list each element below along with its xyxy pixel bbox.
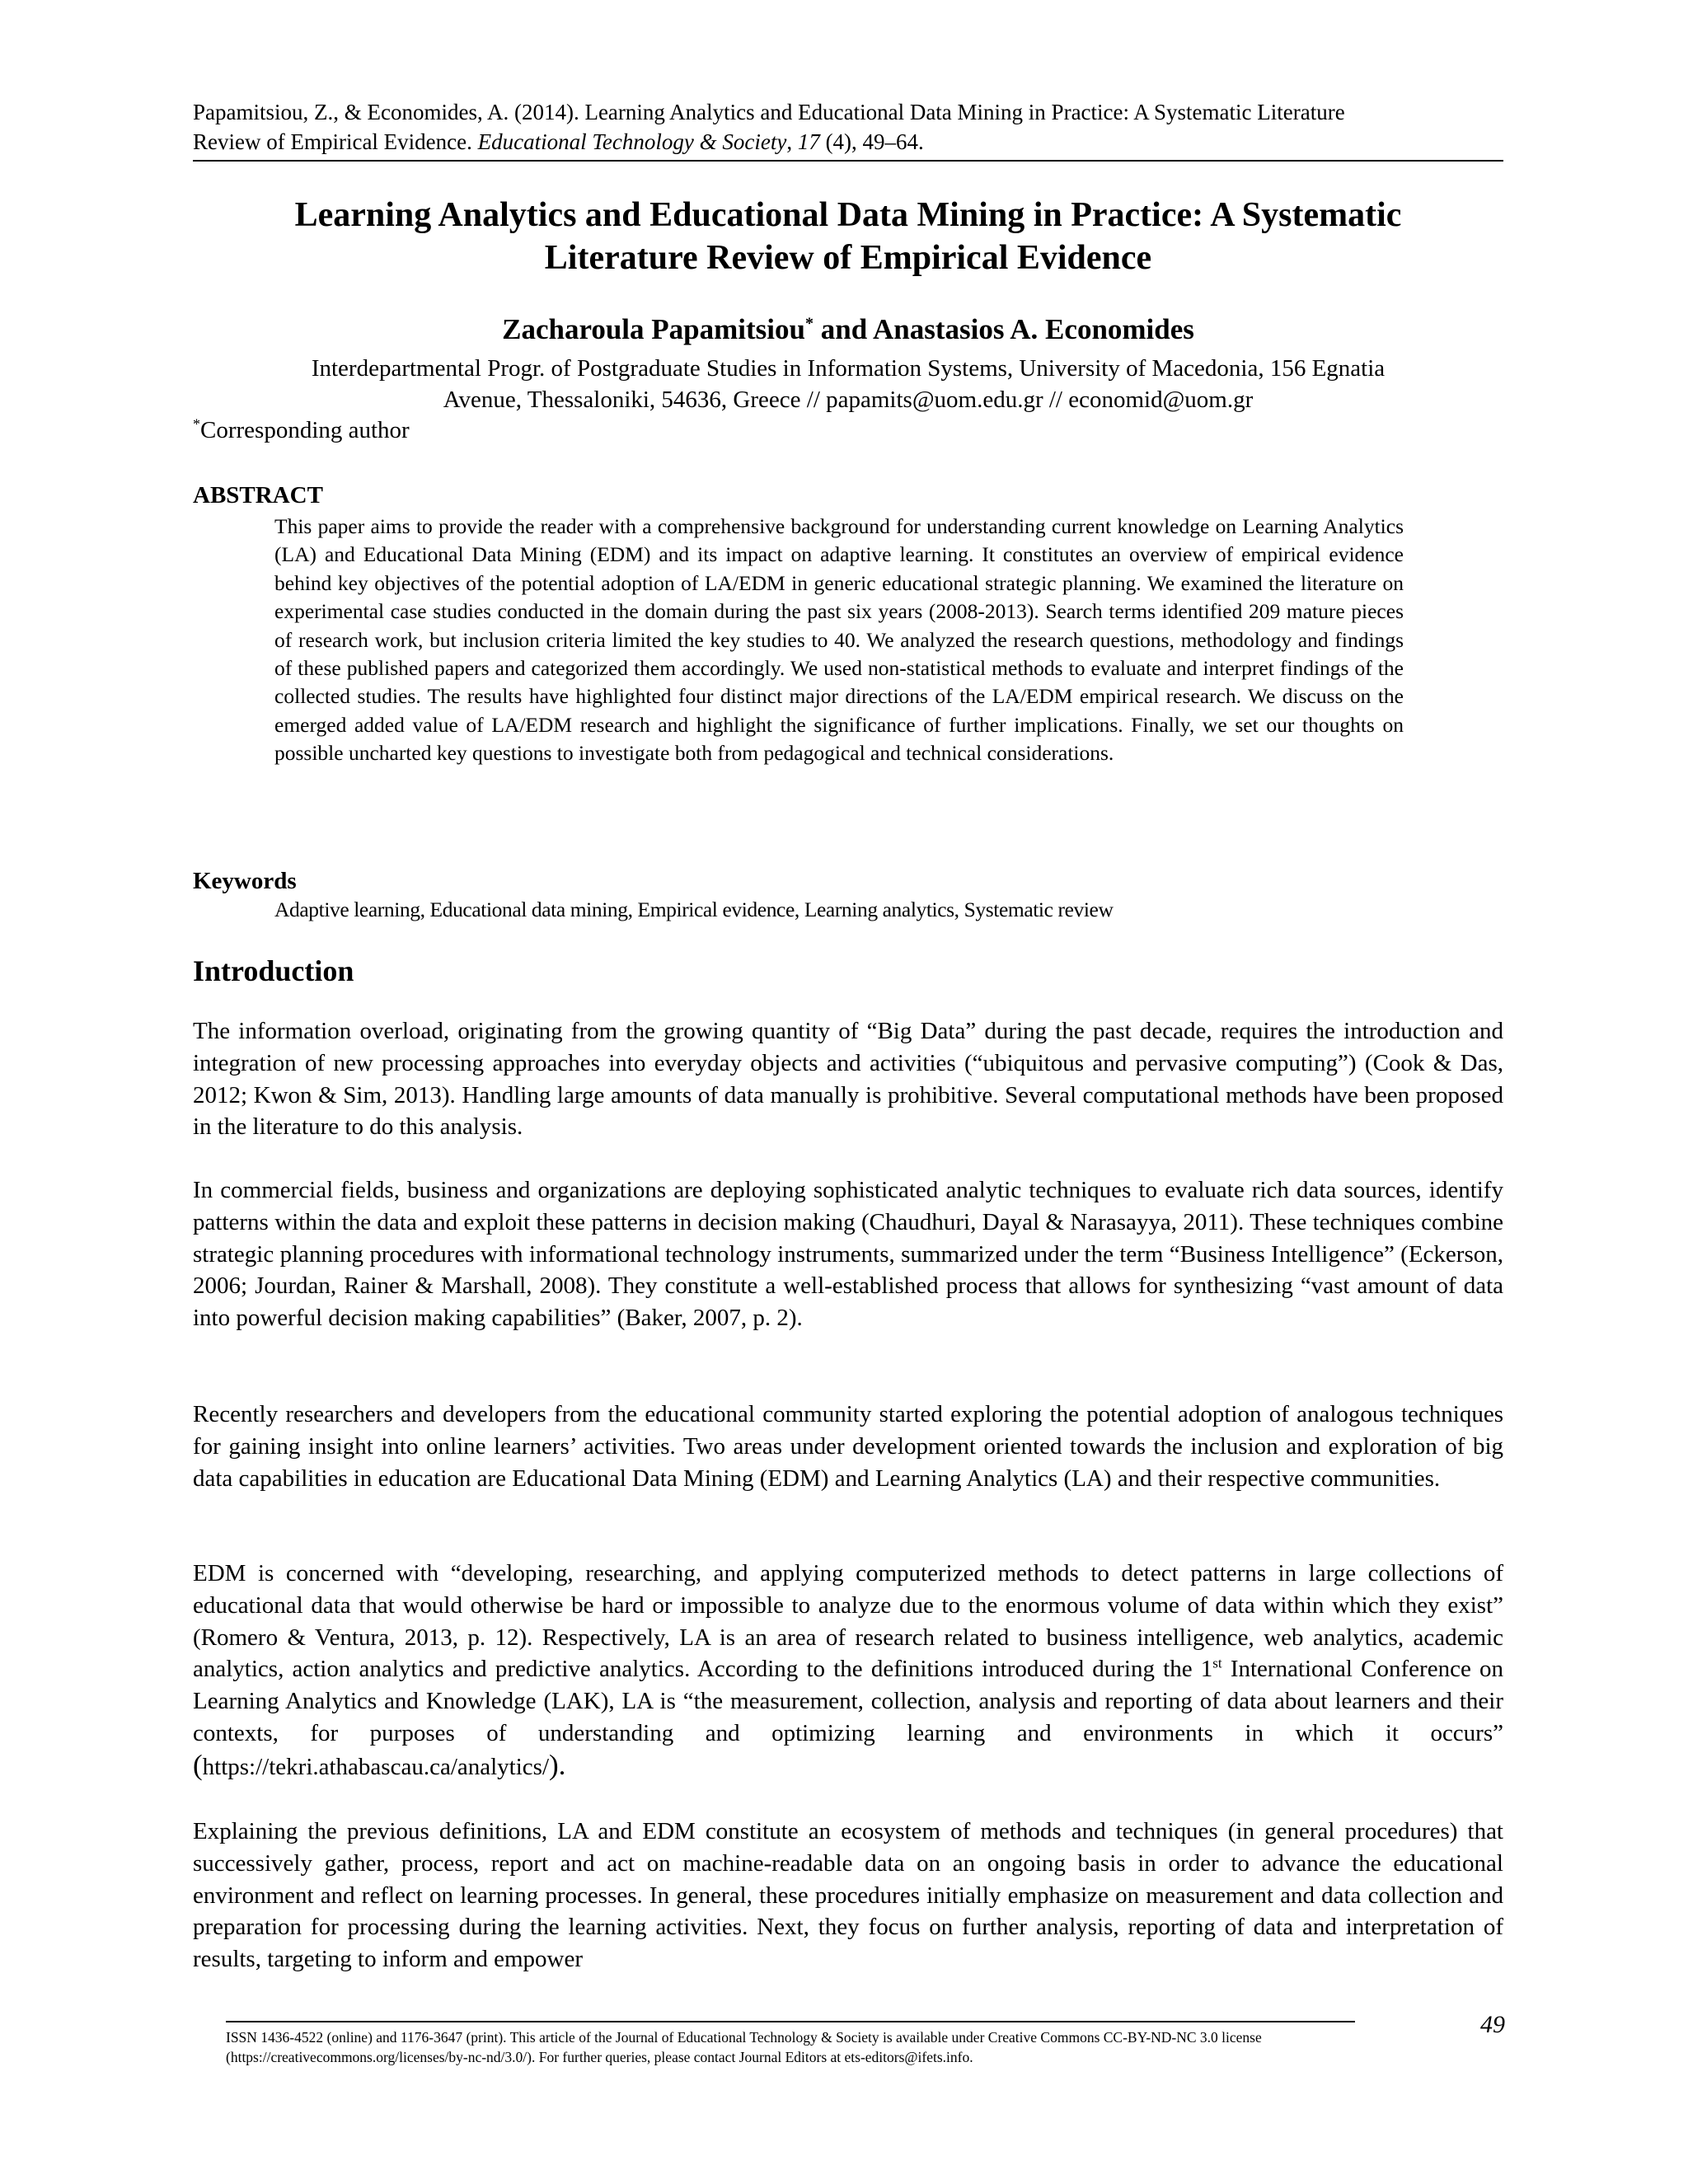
affiliation (193, 353, 1503, 415)
corresponding-note-text: Corresponding author (200, 417, 410, 443)
abstract-text: This paper aims to provide the reader with a comprehensive background for understanding current knowledge on Learning Analytics (LA) and Educational Data Mining (EDM) and its impact on adaptive learning. It constitutes an overview of empirical evidence behind key objectives of the potential adoption of LA/EDM in generic educational strategic planning. We examined the literature on experimental case studies conducted in the domain during the past six years (2008-2013). Search terms identified 209 mature pieces of research work, but inclusion criteria limited the key studies to 40. We analyzed the research questions, methodology and findings of these published papers and categorized them accordingly. We used non-statistical methods to evaluate and interpret findings of the collected studies. The results have highlighted four distinct major directions of the LA/EDM empirical research. We discuss on the emerged added value of LA/EDM research and highlight the significance of further implications. Finally, we set our thoughts on possible uncharted key questions to investigate both from pedagogical and technical considerations. (274, 514, 1404, 766)
ordinal-superscript: st (1212, 1655, 1222, 1671)
author-list (193, 312, 1503, 348)
url-close-paren: ). (549, 1748, 566, 1781)
corresponding-author-note (193, 415, 852, 446)
url-open-paren: ( (193, 1748, 203, 1781)
citation-header (193, 97, 1503, 157)
citation-line-1: Papamitsiou, Z., & Economides, A. (2014). Learning Analytics and Educational Data Mining in Practice: A Systematic Literature (193, 100, 1345, 124)
title-line-1: Learning Analytics and Educational Data Mining in Practice: A Systematic (294, 196, 1402, 234)
footer-license-note: ISSN 1436-4522 (online) and 1176-3647 (print). This article of the Journal of Educational Technology & Society is available under Creative Commons CC-BY-ND-NC 3.0 license (https://creativecommons.org/licenses/by-nc-nd/3.0/). For further queries, please contact Journal Editors at ets-editors@ifets.info. (226, 2029, 1262, 2065)
keywords-text: Adaptive learning, Educational data mining, Empirical evidence, Learning analytics, Systematic review (274, 898, 1114, 921)
intro-paragraph-5: Explaining the previous definitions, LA and EDM constitute an ecosystem of methods and techniques (in general procedures) that successively gather, process, report and act on machine-readable data on an ongoing basis in order to advance the educational environment and reflect on learning processes. In general, these procedures initially emphasize on measurement and data collection and preparation for processing during the learning activities. Next, they focus on further analysis, reporting of data and interpretation of results, targeting to inform and empower (193, 1818, 1503, 1973)
page-number: 49 (1480, 2011, 1505, 2038)
intro-p4-part-b: International Conference on Learning Analytics and Knowledge (LAK), LA is “the measurement, collection, analysis and reporting of data about learners and their contexts, for purposes of understanding and optimizing learning and environments in which it occurs” (193, 1656, 1503, 1746)
analytics-url: https://tekri.athabascau.ca/analytics/ (202, 1753, 550, 1780)
author-2: and Anastasios A. Economides (813, 313, 1194, 345)
section-heading-introduction: Introduction (193, 954, 354, 987)
author-1: Zacharoula Papamitsiou (502, 313, 805, 345)
header-rule (193, 160, 1503, 162)
corresponding-note-marker: * (193, 415, 200, 433)
affiliation-line-2: Avenue, Thessaloniki, 54636, Greece // papamits@uom.edu.gr // economid@uom.gr (443, 387, 1254, 413)
intro-p4-part-a: EDM is concerned with “developing, researching, and applying computerized methods to detect patterns in large collections of educational data that would otherwise be hard or impossible to analyze due to the enormous volume of data within which they exist” (Romero & Ventura, 2013, p. 12). Respectively, LA is an area of research related to business intelligence, web analytics, academic analytics, action analytics and predictive analytics. According to the definitions introduced during the 1 (193, 1560, 1503, 1683)
paper-title (193, 194, 1503, 279)
citation-line-2 (193, 127, 1503, 157)
citation-title-tail: Review of Empirical Evidence. (193, 129, 478, 154)
intro-paragraph-3: Recently researchers and developers from the educational community started exploring the potential adoption of analogous techniques for gaining insight into online learners’ activities. Two areas under development oriented towards the inclusion and exploration of big data capabilities in education are Educational Data Mining (EDM) and Learning Analytics (LA) and their respective communities. (193, 1401, 1503, 1492)
citation-volume: 17 (797, 129, 820, 154)
intro-paragraph-4 (193, 1558, 1503, 1783)
intro-paragraph-1: The information overload, originating from the growing quantity of “Big Data” during the past decade, requires the introduction and integration of new processing approaches into everyday objects and activities (“ubiquitous and pervasive computing”) (Cook & Das, 2012; Kwon & Sim, 2013). Handling large amounts of data manually is prohibitive. Several computational methods have been proposed in the literature to do this analysis. (193, 1018, 1503, 1141)
citation-journal: Educational Technology & Society (477, 129, 787, 154)
citation-separator: , (786, 129, 798, 154)
corresponding-marker: * (804, 314, 814, 333)
citation-issue-pages: (4), 49–64. (819, 129, 924, 154)
abstract-heading: ABSTRACT (193, 482, 323, 509)
affiliation-line-1: Interdepartmental Progr. of Postgraduate Studies in Information Systems, University of Macedonia, 156 Egnatia (311, 355, 1386, 382)
intro-paragraph-2: In commercial fields, business and organizations are deploying sophisticated analytic techniques to evaluate rich data sources, identify patterns within the data and exploit these patterns in decision making (Chaudhuri, Dayal & Narasayya, 2011). These techniques combine strategic planning procedures with informational technology instruments, summarized under the term “Business Intelligence” (Eckerson, 2006; Jourdan, Rainer & Marshall, 2008). They constitute a well-established process that allows for synthesizing “vast amount of data into powerful decision making capabilities” (Baker, 2007, p. 2). (193, 1177, 1503, 1332)
title-line-2: Literature Review of Empirical Evidence (544, 239, 1152, 277)
keywords-heading: Keywords (193, 868, 297, 894)
footer-rule (226, 2021, 1355, 2022)
